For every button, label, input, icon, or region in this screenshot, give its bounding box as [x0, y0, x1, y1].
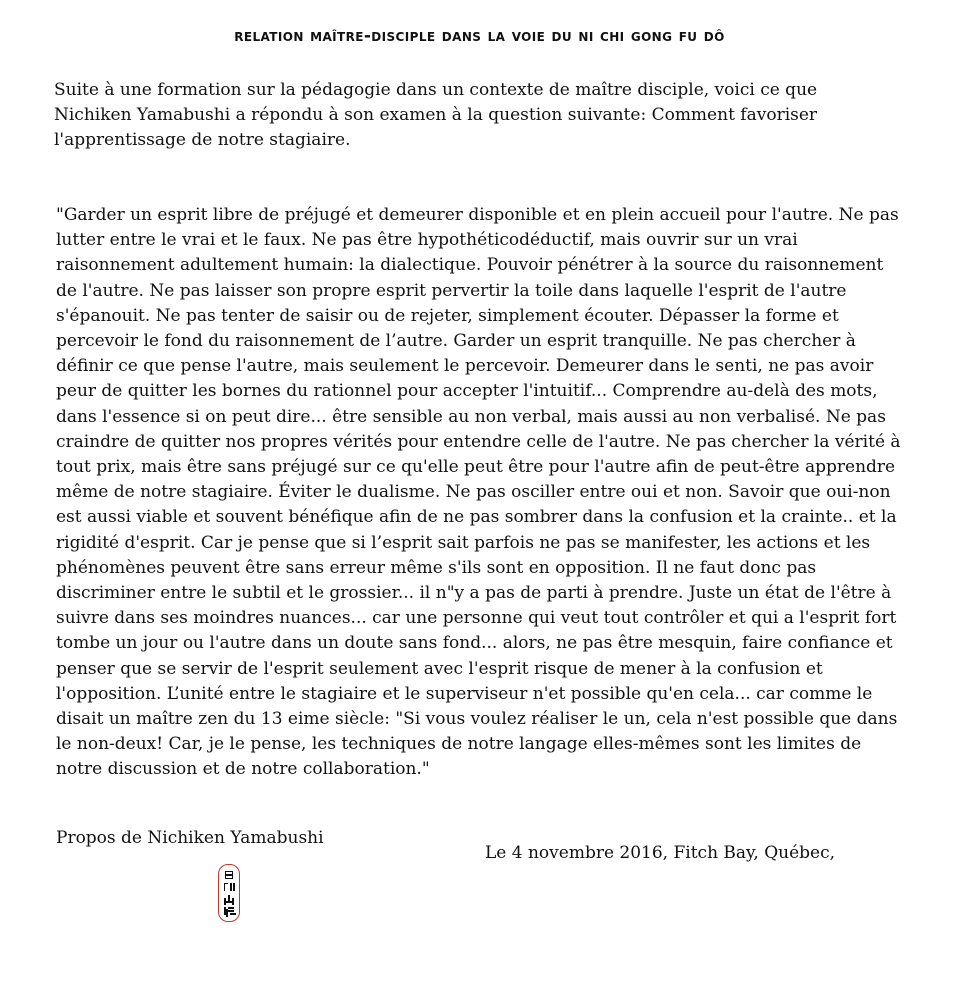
- date-place-line: Le 4 novembre 2016, Fitch Bay, Québec,: [485, 843, 836, 863]
- vertical-name-seal-icon: [218, 864, 240, 922]
- seal-glyph-2: [223, 882, 235, 892]
- seal-glyph-4: [223, 906, 235, 916]
- seal-glyph-3: [223, 894, 235, 904]
- intro-paragraph: Suite à une formation sur la pédagogie dans un contexte de maître disciple, voici ce que Nichiken Yamabushi a répondu à son examen à la question suivante: Comment favoriser l'apprentissage de notre stagiaire.: [54, 80, 818, 150]
- document-title: relation maître-disciple dans la voie du ni chi gong fu dô: [234, 26, 725, 46]
- quote-paragraph: "Garder un esprit libre de préjugé et demeurer disponible et en plein accueil pour l'autre. Ne pas lutter entre le vrai et le faux. Ne pas être hypothéticodéductif, mais ouvrir sur un vrai raisonnement adultement humain: la dialectique. Pouvoir pénétrer à la source du raisonnement de l'autre. Ne pas laisser son propre esprit pervertir la toile dans laquelle l'esprit de l'autre s'épanouit. Ne pas tenter de saisir ou de rejeter, simplement écouter. Dépasser la forme et percevoir le fond du raisonnement de l’autre. Garder un esprit tranquille. Ne pas chercher à définir ce que pense l'autre, mais seulement le percevoir. Demeurer dans le senti, ne pas avoir peur de quitter les bornes du rationnel pour accepter l'intuitif... Comprendre au-delà des mots, dans l'essence si on peut dire... être sensible au non verbal, mais aussi au non verbalisé. Ne pas craindre de quitter nos propres vérités pour entendre celle de l'autre. Ne pas chercher la vérité à tout prix, mais être sans préjugé sur ce qu'elle peut être pour l'autre afin de peut-être apprendre même de notre stagiaire. Éviter le dualisme. Ne pas osciller entre oui et non. Savoir que oui-non est aussi viable et souvent bénéfique afin de ne pas sombrer dans la confusion et la crainte.. et la rigidité d'esprit. Car je pense que si l’esprit sait parfois ne pas se manifester, les actions et les phénomènes peuvent être sans erreur même s'ils sont en opposition. Il ne faut donc pas discriminer entre le subtil et le grossier... il n"y a pas de parti à prendre. Juste un état de l'être à suivre dans ses moindres nuances... car une personne qui veut tout contrôler et qui a l'esprit fort tombe un jour ou l'autre dans un doute sans fond... alors, ne pas être mesquin, faire confiance et penser que se servir de l'esprit seulement avec l'esprit risque de mener à la confusion et l'opposition. L’unité entre le stagiaire et le superviseur n'et possible qu'en cela... car comme le disait un maître zen du 13 eime siècle: "Si vous voulez réaliser le un, cela n'est possible que dans le non-deux! Car, je le pense, les techniques de notre langage elles-mêmes sont les limites de notre discussion et de notre collaboration.": [56, 205, 901, 780]
- seal-glyph-1: [223, 870, 235, 880]
- author-line: Propos de Nichiken Yamabushi: [56, 828, 324, 848]
